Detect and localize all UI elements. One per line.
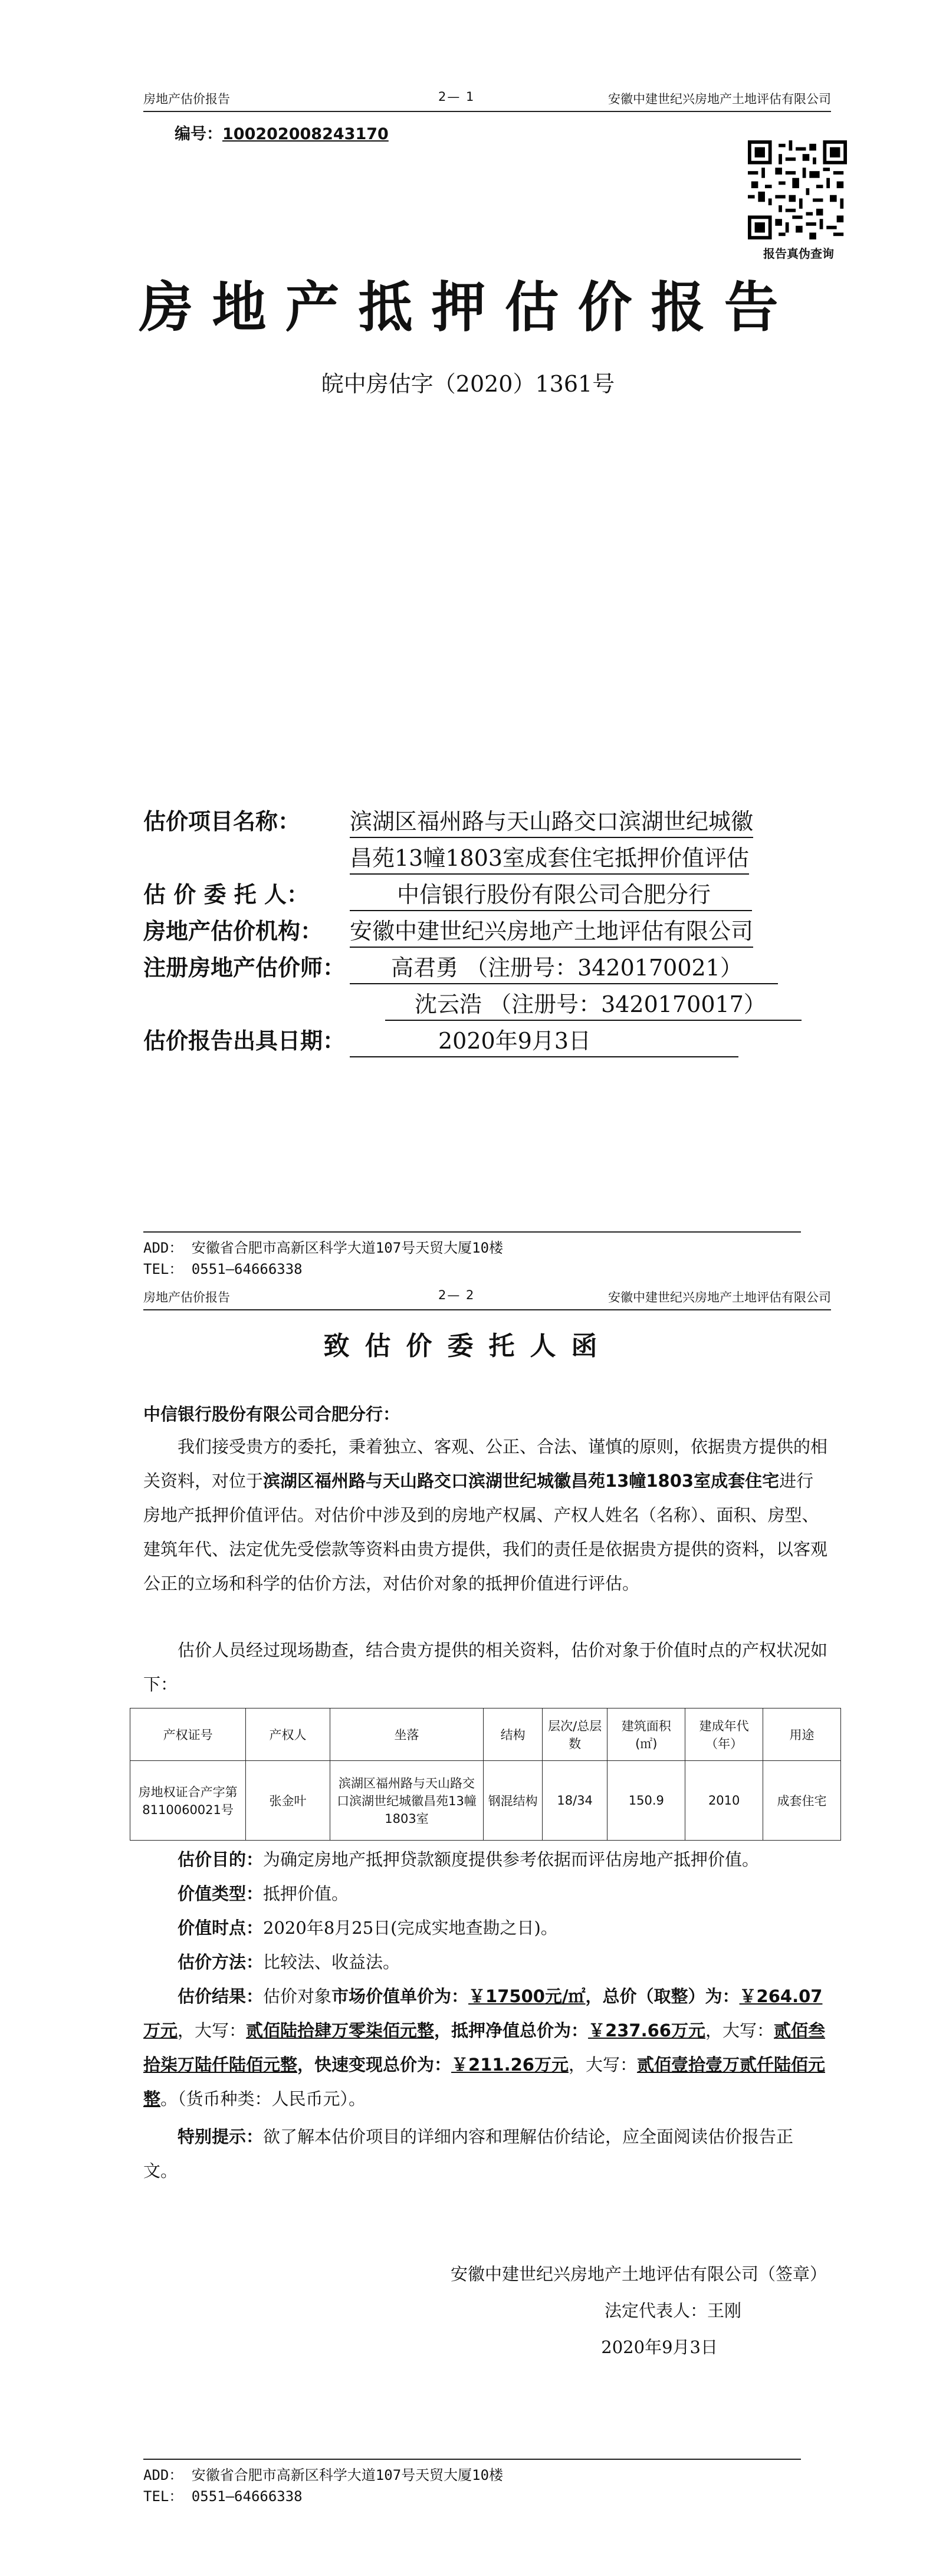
notice-label: 特别提示： bbox=[178, 2127, 264, 2147]
project-row-2 bbox=[143, 840, 804, 876]
table-header: 建筑面积(㎡) bbox=[607, 1708, 685, 1761]
result-text: ，总价（取整）为： bbox=[585, 1986, 740, 2006]
table-header: 用途 bbox=[763, 1708, 841, 1761]
footer-address: ADD： 安徽省合肥市高新区科学大道107号天贸大厦10楼 bbox=[143, 2467, 504, 2483]
table-header: 结构 bbox=[484, 1708, 543, 1761]
footer bbox=[143, 1237, 503, 1280]
letter-paragraph-2: 估价人员经过现场勘查，结合贵方提供的相关资料，估价对象于价值时点的产权状况如下： bbox=[143, 1640, 828, 1694]
result-text: ，大写： bbox=[705, 2020, 774, 2041]
result-text: ，大写： bbox=[178, 2020, 247, 2041]
table-header: 产权证号 bbox=[130, 1708, 246, 1761]
report-info-block bbox=[143, 803, 804, 1059]
table-header: 层次/总层数 bbox=[542, 1708, 607, 1761]
table-header-row bbox=[130, 1708, 841, 1761]
appraiser-row bbox=[143, 949, 804, 986]
running-header bbox=[143, 1288, 831, 1310]
agency-row bbox=[143, 913, 804, 949]
table-cell: 2010 bbox=[685, 1761, 763, 1841]
para1-property: 滨湖区福州路与天山路交口滨湖世纪城徽昌苑13幢1803室成套住宅 bbox=[263, 1471, 780, 1491]
result-text: 估价对象 bbox=[263, 1986, 332, 2006]
client-value: 中信银行股份有限公司合肥分行 bbox=[350, 876, 752, 911]
project-row bbox=[143, 803, 804, 840]
valuation-items bbox=[143, 1842, 827, 2188]
serial-value: 100202008243170 bbox=[222, 125, 389, 143]
project-value-line1: 滨湖区福州路与天山路交口滨湖世纪城徽 bbox=[350, 803, 753, 838]
serial-label: 编号： bbox=[175, 125, 222, 143]
header-page-number: 2— 2 bbox=[438, 1288, 475, 1302]
result-text: ，抵押净值总价为： bbox=[434, 2020, 589, 2041]
header-company: 安徽中建世纪兴房地产土地评估有限公司 bbox=[608, 92, 831, 106]
header-left: 房地产估价报告 bbox=[143, 1290, 230, 1305]
appraiser-2: 沈云浩 （注册号：3420170017） bbox=[385, 986, 802, 1021]
appraiser-row-2 bbox=[143, 986, 804, 1023]
signature-company: 安徽中建世纪兴房地产土地评估有限公司（签章） bbox=[450, 2264, 827, 2284]
header-page-number: 2— 1 bbox=[438, 90, 475, 104]
footer-tel: TEL： 0551—64666338 bbox=[143, 1261, 303, 1277]
time-label: 价值时点： bbox=[178, 1918, 264, 1938]
date-row bbox=[143, 1023, 804, 1059]
header-left: 房地产估价报告 bbox=[143, 92, 230, 106]
qr-caption: 报告真伪查询 bbox=[763, 247, 834, 261]
total-price: ￥264.07万元 bbox=[143, 1986, 823, 2041]
client-label: 估 价 委 托 人： bbox=[143, 882, 309, 908]
total-price-words: 贰佰陆拾肆万零柒佰元整 bbox=[246, 2020, 435, 2041]
letter-paragraph-1 bbox=[143, 1430, 827, 1601]
result-label: 估价结果： bbox=[178, 1986, 264, 2006]
report-title: 房地产抵押估价报告 bbox=[139, 276, 797, 339]
appraiser-label: 注册房地产估价师： bbox=[143, 955, 346, 981]
time-item bbox=[143, 1911, 827, 1945]
table-header: 产权人 bbox=[246, 1708, 330, 1761]
qr-code-icon[interactable] bbox=[748, 140, 847, 239]
footer-tel: TEL： 0551—64666338 bbox=[143, 2488, 303, 2505]
result-item bbox=[143, 1979, 827, 2116]
letter-page bbox=[0, 1288, 936, 2576]
table-cell: 18/34 bbox=[542, 1761, 607, 1841]
table-cell: 张金叶 bbox=[246, 1761, 330, 1841]
result-text: 市场价值单价为： bbox=[331, 1986, 469, 2006]
running-header bbox=[143, 90, 831, 112]
unit-price: ￥17500元/㎡ bbox=[468, 1986, 586, 2006]
table-cell: 钢混结构 bbox=[484, 1761, 543, 1841]
type-value: 抵押价值。 bbox=[263, 1884, 349, 1904]
client-row bbox=[143, 876, 804, 913]
para1-text-c: 进行房地产抵押价值评估。对估价中涉及到的房地产权属、产权人姓名（名称）、面积、房型、建筑年代、法定优先受偿款等资料由贵方提供，我们的责任是依据贵方提供的资料，以客观公正的立场和科学的估价方法，对估价对象的抵押价值进行评估。 bbox=[143, 1471, 828, 1593]
project-value-line2: 昌苑13幢1803室成套住宅抵押价值评估 bbox=[350, 840, 749, 875]
purpose-value: 为确定房地产抵押贷款额度提供参考依据而评估房地产抵押价值。 bbox=[263, 1849, 760, 1869]
date-value: 2020年9月3日 bbox=[350, 1023, 738, 1057]
purpose-item bbox=[143, 1842, 827, 1877]
table-cell: 滨湖区福州路与天山路交口滨湖世纪城徽昌苑13幢1803室 bbox=[330, 1761, 484, 1841]
table-cell: 成套住宅 bbox=[763, 1761, 841, 1841]
notice-value: 欲了解本估价项目的详细内容和理解估价结论，应全面阅读估价报告正文。 bbox=[143, 2127, 794, 2181]
type-item bbox=[143, 1877, 827, 1911]
document-number: 皖中房估字（2020）1361号 bbox=[321, 371, 615, 397]
result-text: ，大写： bbox=[568, 2055, 637, 2075]
table-row bbox=[130, 1761, 841, 1841]
table-header: 建成年代（年） bbox=[685, 1708, 763, 1761]
purpose-label: 估价目的： bbox=[178, 1849, 264, 1869]
appraiser-1: 高君勇 （注册号：3420170021） bbox=[350, 949, 778, 984]
result-text: ，快速变现总价为： bbox=[297, 2055, 452, 2075]
project-label: 估价项目名称： bbox=[143, 809, 301, 834]
letter-title: 致估价委托人函 bbox=[323, 1331, 613, 1361]
time-value: 2020年8月25日(完成实地查勘之日)。 bbox=[263, 1918, 558, 1938]
agency-label: 房地产估价机构： bbox=[143, 918, 323, 944]
table-cell: 150.9 bbox=[607, 1761, 685, 1841]
quick-sale-value: ￥211.26万元 bbox=[451, 2055, 569, 2075]
method-value: 比较法、收益法。 bbox=[263, 1952, 400, 1972]
serial-number bbox=[175, 121, 389, 144]
table-header: 坐落 bbox=[330, 1708, 484, 1761]
quick-sale-value-words: 贰佰壹拾壹万贰仟陆佰元整 bbox=[143, 2055, 825, 2109]
agency-value: 安徽中建世纪兴房地产土地评估有限公司 bbox=[350, 913, 753, 948]
signature-date: 2020年9月3日 bbox=[601, 2337, 718, 2357]
date-label: 估价报告出具日期： bbox=[143, 1028, 346, 1054]
type-label: 价值类型： bbox=[178, 1884, 264, 1904]
footer-divider bbox=[143, 2459, 801, 2460]
net-value: ￥237.66万元 bbox=[588, 2020, 705, 2041]
header-company: 安徽中建世纪兴房地产土地评估有限公司 bbox=[608, 1290, 831, 1305]
method-label: 估价方法： bbox=[178, 1952, 264, 1972]
result-text: 。（货币种类：人民币元）。 bbox=[160, 2089, 366, 2109]
footer-address: ADD： 安徽省合肥市高新区科学大道107号天贸大厦10楼 bbox=[143, 1240, 504, 1256]
para1-text-a: 我们接受贵方的委托，秉着独立、客观、公正、合法、谨慎的原则，依据贵方提供的相关资料，对位于 bbox=[143, 1437, 828, 1491]
addressee: 中信银行股份有限公司合肥分行： bbox=[143, 1404, 400, 1424]
footer bbox=[143, 2465, 503, 2507]
notice-item bbox=[143, 2120, 827, 2188]
method-item bbox=[143, 1945, 827, 1979]
net-value-words: 贰佰叁拾柒万陆仟陆佰元整 bbox=[143, 2020, 826, 2075]
property-table bbox=[130, 1708, 841, 1841]
table-cell: 房地权证合产字第8110060021号 bbox=[130, 1761, 246, 1841]
signature-representative: 法定代表人：王刚 bbox=[604, 2301, 741, 2321]
footer-divider bbox=[143, 1231, 801, 1233]
